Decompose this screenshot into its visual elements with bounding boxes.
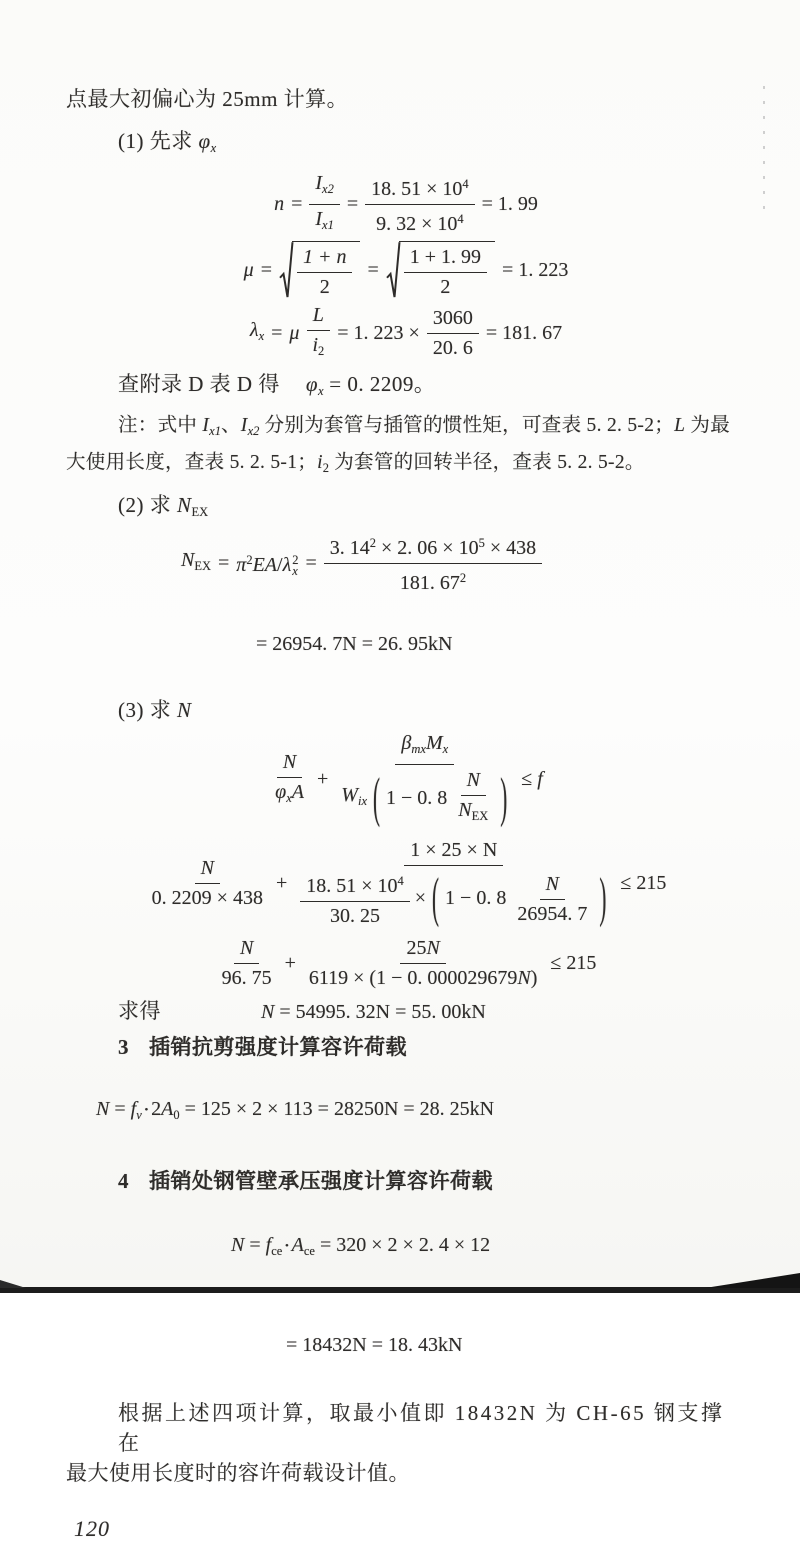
radical-sign bbox=[279, 241, 293, 299]
equation-bearing: $N = f_{ce}$ • $A_{ce} = 320 \times 2 \times 2$. 4 × 12 bbox=[231, 1234, 491, 1258]
scan-bleedthrough-artifact bbox=[763, 86, 765, 218]
sqrt-symbolic: $\frac{1 + n}{2}$ bbox=[279, 241, 361, 299]
section-heading-4: 4 插销处钢管壁承压强度计算容许荷载 bbox=[118, 1169, 493, 1193]
section-1-label: (1) 先求 bbox=[118, 129, 199, 153]
result-label: 求得 bbox=[118, 999, 161, 1023]
fraction-n-values: $\frac{18. 51 \times 10^4}{9. 32 \times 10^4}$ bbox=[365, 172, 475, 236]
fraction-n-96.75: $\frac{N}{96. 75}$ bbox=[221, 937, 272, 989]
result-line: 求得 N = 54995. 32N = 55. 00kN bbox=[66, 996, 746, 1026]
fraction-L-i2: $\frac{L}{i_2}$ bbox=[306, 303, 330, 363]
sqrt-numeric: $\frac{1 + 1. 99}{2}$ bbox=[386, 241, 495, 299]
closing-paragraph bbox=[66, 1398, 746, 1488]
fraction-numeric-moment: 1 × 25 × N $\frac{18. 51 \times 10^4}{30. 25}$ × ( 1 − 0. 8 $\frac{N}{26954. 7}$ ) bbox=[294, 838, 613, 928]
equation-n: n = $\frac{I_{x2}}{I_{x1}}$ = $\frac{18. 51 \times 10^4}{9. 32 \times 10^4}$ = 1. 99 bbox=[274, 172, 538, 235]
intro-paragraph bbox=[66, 84, 746, 114]
note-line-1: 注：式中 $I_{x1}$、$I_{x2}$ 分别为套管与插管的惯性矩，可查表 5. 2. 5-2；L 为最 bbox=[118, 415, 730, 438]
fraction-n-nex: $\frac{N}{N_{EX}}$ bbox=[458, 769, 489, 823]
equation-nex: $N_{EX}$ = $\pi^2EA/\lambda$ 2 x = $\frac{3. 14^2 \times 2. 06 \times 10^5 \times 438}{181. 67^2}$ bbox=[66, 531, 746, 595]
closing-line-1: 根据上述四项计算，取最小值即 18432N 为 CH-65 钢支撑在 bbox=[118, 1401, 725, 1455]
equation-lambda: $\lambda_x$ = μ $\frac{L}{i_2}$ = 1. 223 × $\frac{3060}{20. 6}$ = 181. 67 bbox=[66, 303, 746, 363]
phi-symbol: φ bbox=[198, 129, 211, 153]
fraction-nex: $\frac{3. 14^2 \times 2. 06 \times 10^5 \times 438}{181. 67^2}$ bbox=[324, 531, 542, 595]
intro-text: 点最大初偏心为 25mm 计算。 bbox=[66, 87, 349, 111]
closing-line-2: 最大使用长度时的容许荷载设计值。 bbox=[66, 1461, 410, 1485]
equation-shear: $N = f_v$ • $2A_0 = 125 \times 2 \times 113 = 28250N = 28$. 25kN bbox=[96, 1098, 495, 1122]
fraction-25n: $\frac{25N}{6119 \times (1 - 0. 000029679N)}$ bbox=[308, 937, 538, 989]
section-1-heading: (1) 先求 φx bbox=[118, 129, 217, 155]
equation-bearing-result: = 18432N = 18. 43kN bbox=[286, 1334, 463, 1356]
equation-mu: μ = $\frac{1 + n}{2}$ = $\frac{1 + 1. 99}{2}$ = 1. 223 bbox=[66, 241, 746, 299]
phi-result-line: 查附录 D 表 D 得 φx = 0. 2209。 bbox=[118, 372, 436, 398]
scan-bottom-edge bbox=[0, 1287, 800, 1293]
section-2-heading: (2) 求 NEX bbox=[118, 493, 209, 519]
fraction-n-26954: $\frac{N}{26954. 7}$ bbox=[517, 872, 588, 925]
note-line-2: 大使用长度，查表 5. 2. 5-1；$i_2$ 为套管的回转半径，查表 5. 2. 5-2。 bbox=[66, 452, 645, 475]
equation-simplified: $\frac{N}{96. 75}$ + $\frac{25N}{6119 \times (1 - 0. 000029679N)}$ ≤ 215 bbox=[66, 936, 746, 990]
fraction-ix2-ix1: $\frac{I_{x2}}{I_{x1}}$ bbox=[309, 171, 339, 237]
fraction-3060-20.6: $\frac{3060}{20. 6}$ bbox=[427, 306, 479, 360]
fraction-n-phia: $\frac{N}{\varphi_xA}$ bbox=[275, 750, 305, 805]
fraction-n-96: $\frac{N}{0. 2209 \times 438}$ bbox=[151, 857, 263, 909]
section-3-heading: (3) 求 N bbox=[118, 698, 192, 722]
fraction-moment-term: $\beta_{mx}M_x$ $W_{ix}$ ( 1 − 0. 8 $\frac{N}{N_{EX}}$ ) bbox=[341, 732, 508, 828]
phi-symbol: φ bbox=[305, 372, 318, 396]
fraction-18.51-30.25: $\frac{18. 51 \times 10^4}{30. 25}$ bbox=[300, 869, 410, 928]
equation-nex-result: = 26954. 7N = 26. 95kN bbox=[256, 633, 453, 655]
page-number: 120 bbox=[74, 1516, 110, 1541]
equation-check-numeric: $\frac{N}{0. 2209 \times 438}$ + 1 × 25 × N $\frac{18. 51 \times 10^4}{30. 25}$ × ( 1 − 0. 8 $\frac{N}{26954. 7}$ ) ≤ 215 bbox=[66, 838, 746, 928]
note-paragraph bbox=[66, 410, 746, 484]
section-heading-3: 3 插销抗剪强度计算容许荷载 bbox=[118, 1035, 407, 1059]
equation-check-symbolic: $\frac{N}{\varphi_xA}$ + $\beta_{mx}M_x$ $W_{ix}$ ( 1 − 0. 8 $\frac{N}{N_{EX}}$ ) ≤ f bbox=[66, 731, 746, 828]
radical-sign bbox=[386, 241, 400, 299]
